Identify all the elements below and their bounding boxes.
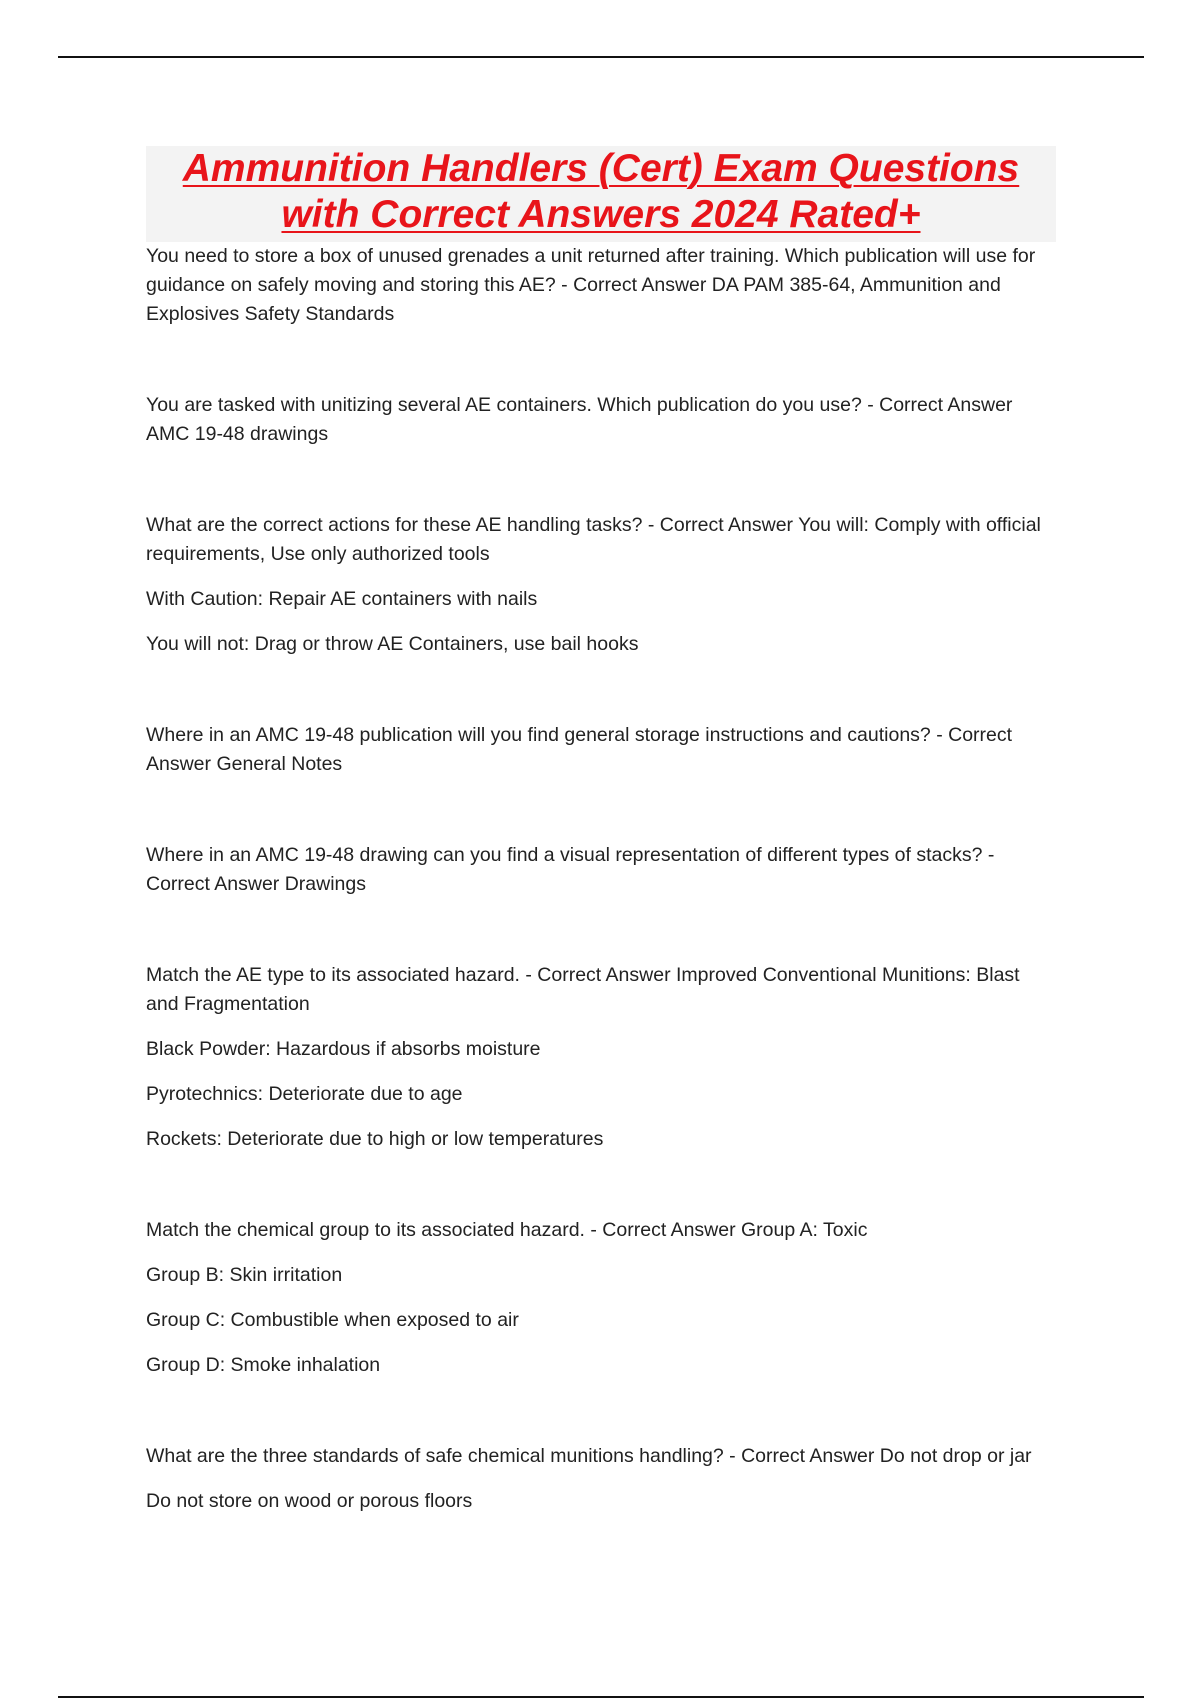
qa-paragraph: You will not: Drag or throw AE Containers, use bail hooks bbox=[146, 633, 639, 655]
qa-block-3 bbox=[146, 511, 1056, 659]
qa-block-4 bbox=[146, 721, 1056, 779]
bottom-rule bbox=[58, 1696, 1144, 1698]
qa-paragraph: Match the chemical group to its associated hazard. - Correct Answer Group A: Toxic bbox=[146, 1219, 868, 1241]
qa-paragraph: What are the three standards of safe chemical munitions handling? - Correct Answer Do not drop or jar bbox=[146, 1445, 1032, 1467]
qa-paragraph: Group D: Smoke inhalation bbox=[146, 1354, 381, 1376]
qa-block-8 bbox=[146, 1442, 1056, 1516]
top-rule bbox=[58, 56, 1144, 58]
qa-block-5 bbox=[146, 841, 1056, 899]
qa-block-2 bbox=[146, 391, 1056, 449]
qa-paragraph: With Caution: Repair AE containers with nails bbox=[146, 588, 538, 610]
document-body bbox=[146, 146, 1056, 1516]
qa-block-1 bbox=[146, 242, 1056, 329]
title-line-1: Ammunition Handlers (Cert) Exam Questions bbox=[182, 147, 1020, 190]
qa-block-7 bbox=[146, 1216, 1056, 1380]
qa-paragraph: Do not store on wood or porous floors bbox=[146, 1490, 473, 1512]
qa-paragraph: Pyrotechnics: Deteriorate due to age bbox=[146, 1083, 463, 1105]
qa-paragraph: What are the correct actions for these AE handling tasks? - Correct Answer You will: Comply with official requirements, Use only authorized tools bbox=[146, 514, 1041, 565]
title-line-2: with Correct Answers 2024 Rated+ bbox=[281, 193, 921, 236]
qa-paragraph: Black Powder: Hazardous if absorbs moisture bbox=[146, 1038, 541, 1060]
qa-paragraph: Rockets: Deteriorate due to high or low temperatures bbox=[146, 1128, 604, 1150]
qa-block-6 bbox=[146, 961, 1056, 1154]
qa-paragraph: Group C: Combustible when exposed to air bbox=[146, 1309, 519, 1331]
qa-paragraph: You need to store a box of unused grenades a unit returned after training. Which publication will use for guidance on safely moving and storing this AE? - Correct Answer DA PAM 385-64, Ammunition and Explosives Safety Standards bbox=[146, 245, 1036, 325]
qa-paragraph: Where in an AMC 19-48 drawing can you find a visual representation of different types of stacks? - Correct Answer Drawings bbox=[146, 844, 995, 895]
qa-paragraph: Match the AE type to its associated hazard. - Correct Answer Improved Conventional Munitions: Blast and Fragmentation bbox=[146, 964, 1020, 1015]
qa-paragraph: Where in an AMC 19-48 publication will you find general storage instructions and cautions? - Correct Answer General Notes bbox=[146, 724, 1013, 775]
qa-paragraph: You are tasked with unitizing several AE containers. Which publication do you use? - Correct Answer AMC 19-48 drawings bbox=[146, 394, 1013, 445]
qa-paragraph: Group B: Skin irritation bbox=[146, 1264, 343, 1286]
document-title bbox=[146, 146, 1056, 242]
